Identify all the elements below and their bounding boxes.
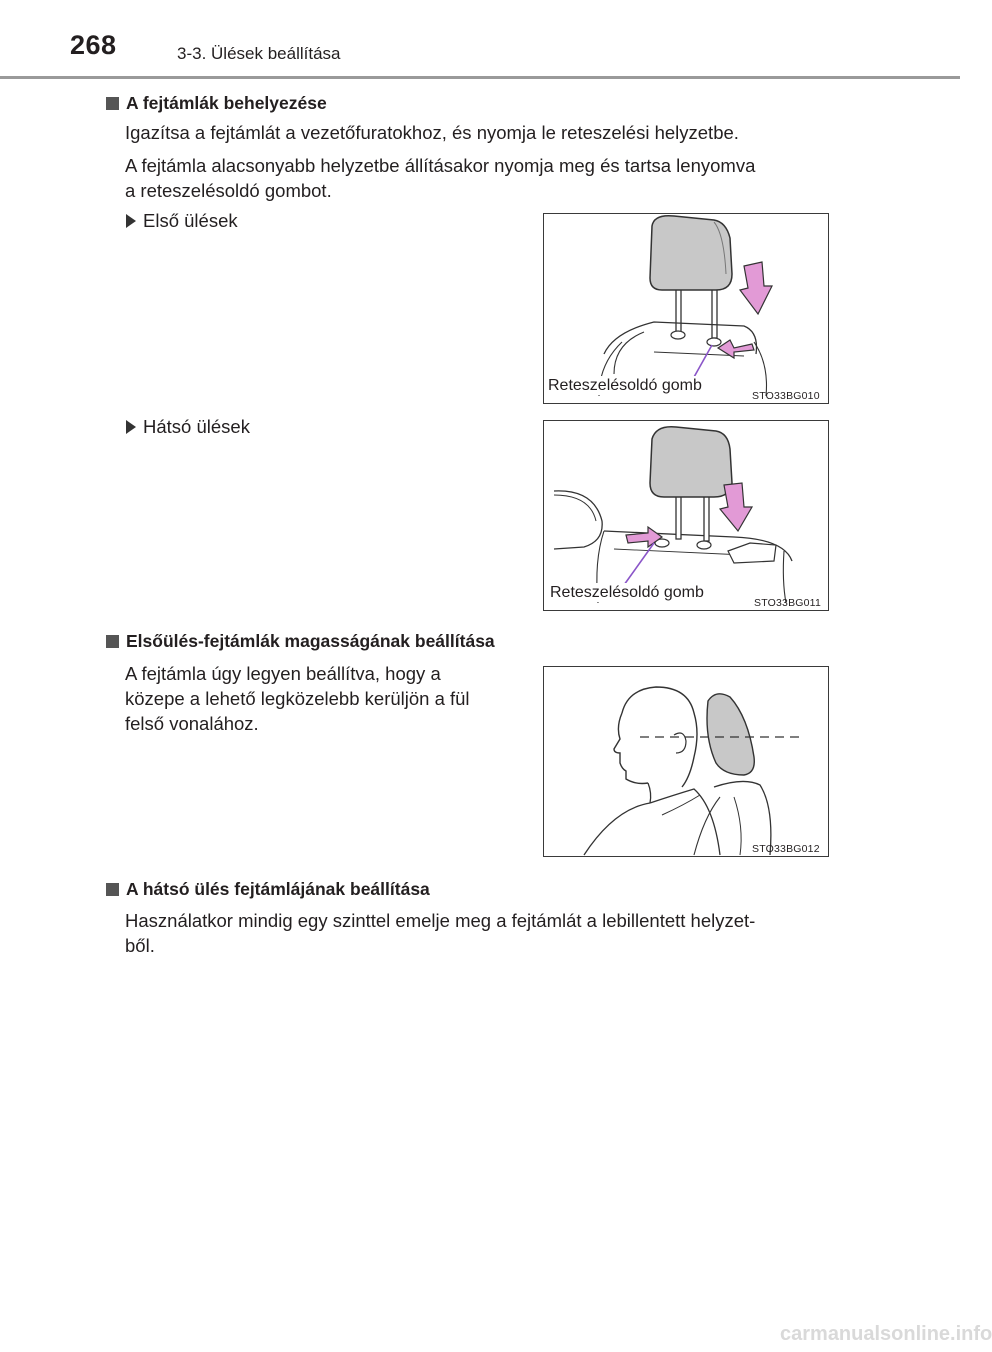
- square-bullet-icon: [106, 635, 119, 648]
- height-paragraph-line1: A fejtámla úgy legyen beállítva, hogy a: [125, 663, 441, 684]
- rear-seat-illustration: [544, 421, 828, 610]
- release-button-label: Reteszelésoldó gomb: [550, 584, 704, 601]
- page-number: 268: [70, 30, 117, 60]
- head-position-illustration: [544, 667, 828, 856]
- front-seat-illustration: [544, 214, 828, 403]
- paragraph-lower-line1: A fejtámla alacsonyabb helyzetbe állításakor nyomja meg és tartsa lenyomva: [125, 155, 756, 176]
- rear-adjust-line1: Használatkor mindig egy szinttel emelje meg a fejtámlát a lebillentett helyzet-: [125, 910, 756, 931]
- square-bullet-icon: [106, 97, 119, 110]
- figure-code: STO33BG012: [752, 843, 820, 855]
- paragraph-lower-line2: a reteszelésoldó gombot.: [125, 180, 332, 201]
- rear-seats-label: Hátsó ülések: [126, 416, 250, 438]
- section-heading-height: Elsőülés-fejtámlák magasságának beállítása: [106, 631, 495, 652]
- figure-front-seat: [543, 213, 829, 404]
- triangle-bullet-icon: [126, 214, 136, 228]
- header-divider: [0, 76, 960, 79]
- chapter-title: 3-3. Ülések beállítása: [177, 44, 341, 63]
- rear-adjust-line2: ből.: [125, 935, 155, 956]
- paragraph-align: Igazítsa a fejtámlát a vezetőfuratokhoz, és nyomja le reteszelési helyzetbe.: [125, 122, 739, 143]
- height-paragraph-line2: közepe a lehető legközelebb kerüljön a fül: [125, 688, 470, 709]
- height-paragraph-line3: felső vonalához.: [125, 713, 259, 734]
- release-button-label: Reteszelésoldó gomb: [548, 377, 702, 394]
- triangle-bullet-icon: [126, 420, 136, 434]
- figure-code: STO33BG011: [754, 597, 821, 609]
- front-seats-label: Első ülések: [126, 210, 238, 232]
- figure-head-position: [543, 666, 829, 857]
- section-heading-insert: A fejtámlák behelyezése: [106, 93, 327, 114]
- square-bullet-icon: [106, 883, 119, 896]
- figure-rear-seat: [543, 420, 829, 611]
- section-heading-rear-adjust: A hátsó ülés fejtámlájának beállítása: [106, 879, 430, 900]
- figure-code: STO33BG010: [752, 390, 820, 402]
- watermark: carmanualsonline.info: [780, 1323, 992, 1345]
